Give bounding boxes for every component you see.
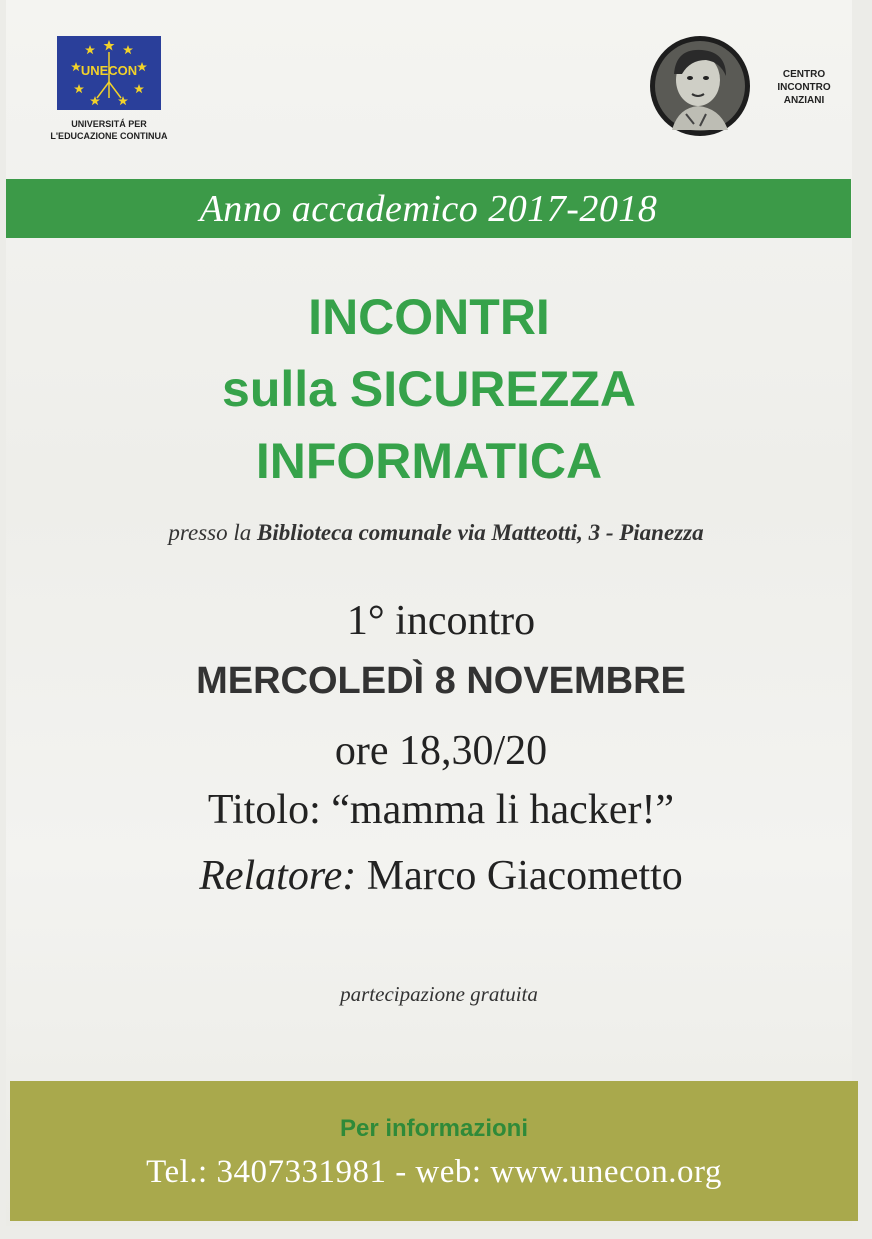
centro-incontro-anziani-logo xyxy=(646,34,846,144)
academic-year-banner xyxy=(6,179,851,238)
headline-line-3: INFORMATICA xyxy=(255,433,603,489)
centro-caption: CENTRO INCONTRO ANZIANI xyxy=(777,69,831,106)
meeting-time: ore 18,30/20 xyxy=(334,728,548,774)
speaker-name: Marco Giacometto xyxy=(356,853,683,899)
info-banner xyxy=(10,1081,858,1221)
location-line: presso la Biblioteca comunale via Matteotti, 3 - Pianezza xyxy=(168,520,704,545)
eu-flag-icon xyxy=(57,36,161,110)
info-heading: Per informazioni xyxy=(339,1115,529,1142)
speaker-label: Relatore: xyxy=(199,853,357,899)
headline xyxy=(6,281,852,497)
venue-text: Biblioteca comunale via Matteotti, 3 - Pianezza xyxy=(257,520,704,545)
unecon-logo xyxy=(44,36,174,142)
info-contacts: Tel.: 3407331981 - web: www.unecon.org xyxy=(146,1154,722,1190)
meeting-date: MERCOLEDÌ 8 NOVEMBRE xyxy=(196,660,686,702)
headline-line-1: INCONTRI xyxy=(308,289,550,345)
meeting-number: 1° incontro xyxy=(346,598,536,644)
headline-line-2: sulla SICUREZZA xyxy=(222,361,636,417)
portrait-icon xyxy=(646,34,754,138)
speaker-line xyxy=(6,852,872,900)
academic-year-text: Anno accademico 2017-2018 xyxy=(199,187,658,230)
participation-note: partecipazione gratuita xyxy=(340,982,538,1006)
unecon-badge-text: UNECON xyxy=(80,63,138,78)
meeting-title: Titolo: “mamma li hacker!” xyxy=(207,787,675,833)
poster-page xyxy=(6,0,852,1226)
unecon-caption: UNIVERSITÁ PER L'EDUCAZIONE CONTINUA xyxy=(50,119,168,141)
